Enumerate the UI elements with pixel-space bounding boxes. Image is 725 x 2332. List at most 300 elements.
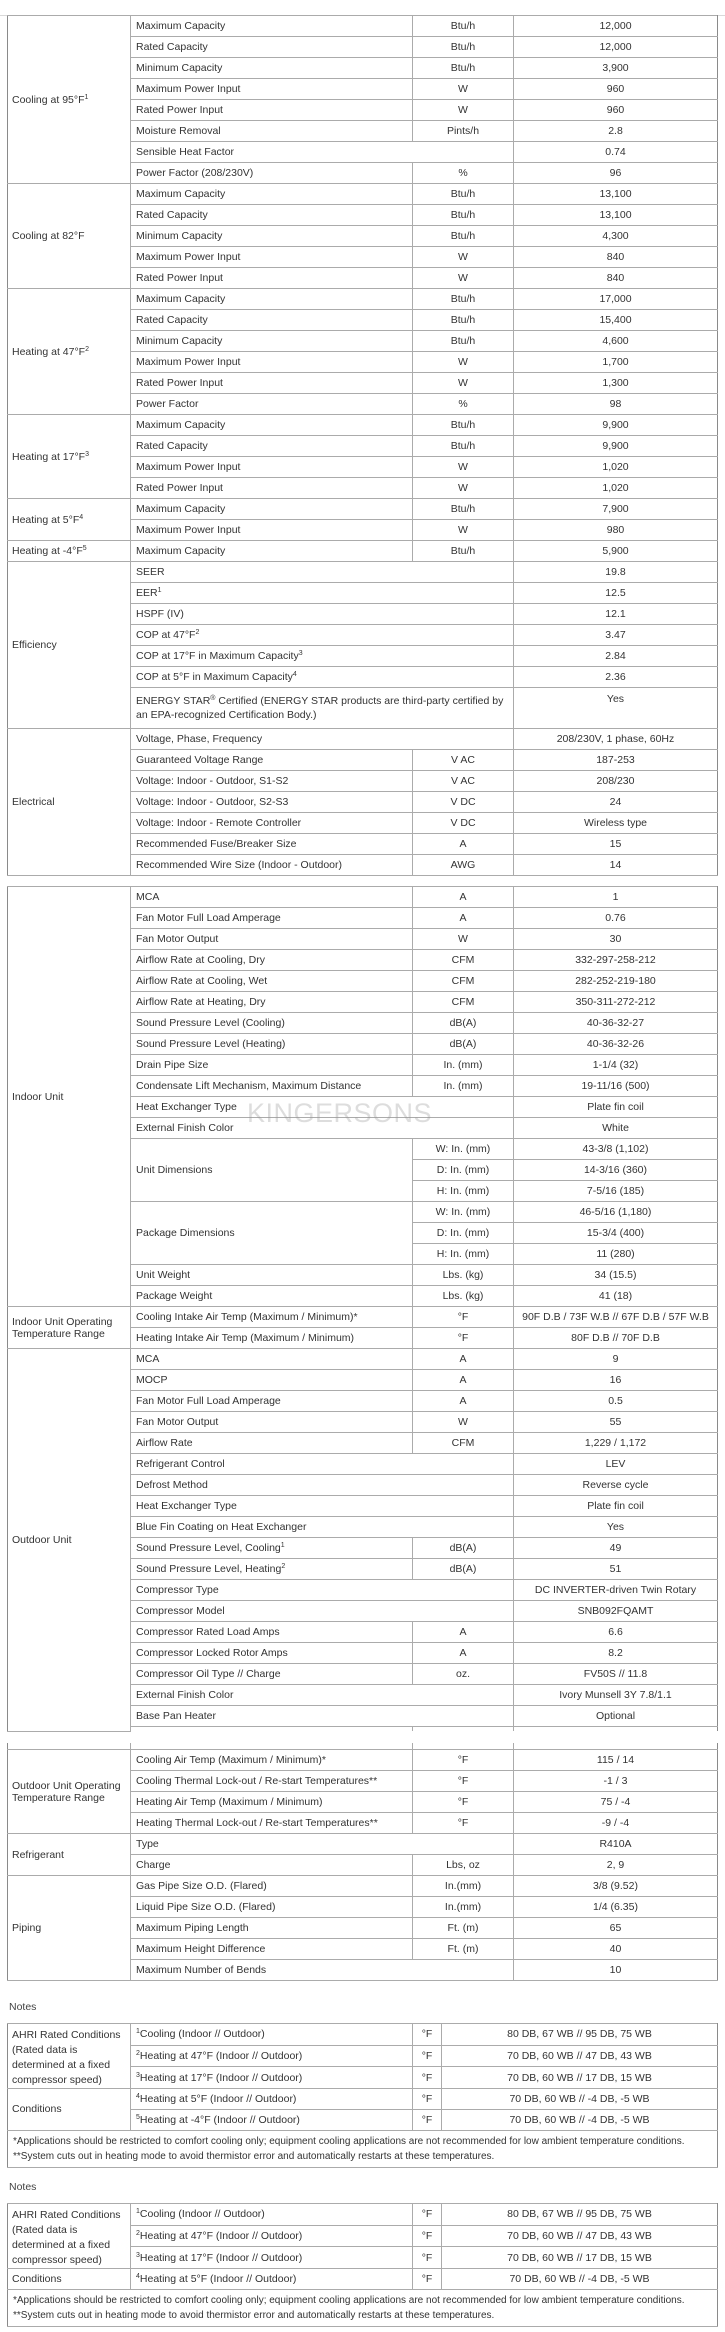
footnote-ref: 5	[82, 545, 87, 552]
spec-unit: V DC	[413, 792, 514, 813]
notes-heading: Notes	[9, 2181, 37, 2193]
spec-value: 2.84	[514, 646, 718, 667]
spec-value: 1,229 / 1,172	[514, 1433, 718, 1454]
spec-param: Fan Motor Full Load Amperage	[131, 1391, 413, 1412]
spec-value: 7,900	[514, 499, 718, 520]
spec-param-text: Sound Pressure Level, Heating	[136, 1563, 282, 1575]
spec-value: 1,300	[514, 373, 718, 394]
spec-unit: A	[413, 1349, 514, 1370]
note-condition-text: Heating at 47°F (Indoor // Outdoor)	[139, 2049, 303, 2062]
spec-param-text: COP at 47°F	[136, 629, 196, 641]
spec-param: Sensible Heat Factor	[131, 142, 514, 163]
spec-unit: In.(mm)	[413, 1897, 514, 1918]
spec-unit: dB(A)	[413, 1013, 514, 1034]
footnote-ref: 1	[136, 2208, 140, 2216]
spec-value: Wireless type	[514, 813, 718, 834]
spec-unit: Btu/h	[413, 16, 514, 37]
note-condition-text: Cooling (Indoor // Outdoor)	[139, 2208, 265, 2221]
spec-unit: Btu/h	[413, 499, 514, 520]
note-unit: °F	[413, 2269, 442, 2290]
spec-param: Heating Thermal Lock-out / Re-start Temperatures**	[131, 1813, 413, 1834]
empty-cell	[413, 1727, 514, 1732]
spec-unit: W: In. (mm)	[413, 1139, 514, 1160]
footnote-ref: 1	[157, 587, 162, 594]
spec-value: 208/230V, 1 phase, 60Hz	[514, 729, 718, 750]
spec-unit: A	[413, 834, 514, 855]
spec-unit: W	[413, 1412, 514, 1433]
spec-value: 98	[514, 394, 718, 415]
spec-param: Minimum Capacity	[131, 58, 413, 79]
spec-value: 15	[514, 834, 718, 855]
spec-unit: W	[413, 79, 514, 100]
note-value: 70 DB, 60 WB // -4 DB, -5 WB	[442, 2110, 718, 2131]
footnote-ref: 4	[136, 2093, 140, 2100]
spec-param: Charge	[131, 1855, 413, 1876]
spec-table-operating-piping	[7, 1743, 718, 1981]
spec-param: Defrost Method	[131, 1475, 514, 1496]
spec-unit: W	[413, 373, 514, 394]
spec-param: Heating Air Temp (Maximum / Minimum)	[131, 1792, 413, 1813]
spec-value: 1	[514, 887, 718, 908]
note-unit: °F	[413, 2045, 442, 2067]
spec-param	[131, 646, 514, 667]
spec-unit: D: In. (mm)	[413, 1160, 514, 1181]
section-label-text: Outdoor Unit Operating Temperature Range	[12, 1779, 121, 1804]
spec-param: Condensate Lift Mechanism, Maximum Distance	[131, 1076, 413, 1097]
section-label-cooling-82f	[8, 184, 131, 289]
spec-row	[8, 499, 718, 520]
spec-param: Maximum Power Input	[131, 79, 413, 100]
note-unit: °F	[413, 2110, 442, 2131]
spec-param: Maximum Capacity	[131, 499, 413, 520]
footnote-ref: 3	[85, 450, 89, 458]
section-label-indoor-temp-range	[8, 1307, 131, 1349]
spec-value: 9,900	[514, 436, 718, 457]
spec-value: 10	[514, 1960, 718, 1981]
section-label-text: Piping	[12, 1922, 42, 1934]
spec-param	[131, 583, 514, 604]
spec-value: 43-3/8 (1,102)	[514, 1139, 718, 1160]
spec-param: Maximum Capacity	[131, 16, 413, 37]
spec-param	[131, 688, 514, 729]
note-value: 80 DB, 67 WB // 95 DB, 75 WB	[442, 2024, 718, 2046]
spec-value: 2, 9	[514, 1855, 718, 1876]
spec-value: 187-253	[514, 750, 718, 771]
spec-value: Plate fin coil	[514, 1097, 718, 1118]
spec-value: DC INVERTER-driven Twin Rotary	[514, 1580, 718, 1601]
spec-value: 34 (15.5)	[514, 1265, 718, 1286]
spec-unit: °F	[413, 1307, 514, 1328]
spec-row	[8, 541, 718, 562]
spec-param: Sound Pressure Level (Heating)	[131, 1034, 413, 1055]
spec-value: 14	[514, 855, 718, 876]
spec-unit: W	[413, 457, 514, 478]
spec-row	[8, 1349, 718, 1370]
spec-param: Moisture Removal	[131, 121, 413, 142]
spec-row	[8, 729, 718, 750]
spec-value: 51	[514, 1559, 718, 1580]
spec-value: 350-311-272-212	[514, 992, 718, 1013]
footnote-ref: 3	[298, 650, 303, 657]
spec-value: 15,400	[514, 310, 718, 331]
spec-param: Rated Capacity	[131, 436, 413, 457]
spec-value: FV50S // 11.8	[514, 1664, 718, 1685]
note-row	[8, 2089, 718, 2110]
section-label-heating-minus4f	[8, 541, 131, 562]
section-label-text: Cooling at 95°F	[12, 93, 85, 106]
footnote-ref: 2	[195, 629, 200, 636]
spec-value: SNB092FQAMT	[514, 1601, 718, 1622]
spec-param: Compressor Oil Type // Charge	[131, 1664, 413, 1685]
section-label-text: Electrical	[12, 796, 55, 808]
spec-param: External Finish Color	[131, 1685, 514, 1706]
note-value: 70 DB, 60 WB // -4 DB, -5 WB	[442, 2089, 718, 2110]
notes-table	[7, 2023, 718, 2168]
spec-param: External Finish Color	[131, 1118, 514, 1139]
footnote-comfort-cooling: *Applications should be restricted to comfort cooling only; equipment cooling applications are not recommended for low ambient temperature conditions.	[13, 2136, 685, 2147]
spec-param: MCA	[131, 1349, 413, 1370]
spec-unit: Btu/h	[413, 310, 514, 331]
spec-unit: dB(A)	[413, 1559, 514, 1580]
spec-unit: CFM	[413, 1433, 514, 1454]
spec-param: Compressor Locked Rotor Amps	[131, 1643, 413, 1664]
note-condition	[131, 2110, 413, 2131]
notes-heading: Notes	[9, 2001, 37, 2013]
spec-value: White	[514, 1118, 718, 1139]
spec-row	[8, 16, 718, 37]
spec-row	[8, 1307, 718, 1328]
note-condition-text: Heating at 17°F (Indoor // Outdoor)	[139, 2071, 303, 2084]
note-condition-text: Cooling (Indoor // Outdoor)	[139, 2028, 265, 2041]
footnote-ref: 1	[280, 1542, 285, 1549]
spec-param: Sound Pressure Level (Cooling)	[131, 1013, 413, 1034]
spec-value: -1 / 3	[514, 1771, 718, 1792]
spec-param: Rated Power Input	[131, 373, 413, 394]
spec-param: Cooling Intake Air Temp (Maximum / Minimum)*	[131, 1307, 413, 1328]
spec-param: Voltage: Indoor - Remote Controller	[131, 813, 413, 834]
spec-value: Yes	[514, 688, 718, 729]
spec-param-package-dimensions: Package Dimensions	[131, 1202, 413, 1265]
spec-unit: Btu/h	[413, 331, 514, 352]
spec-unit: In. (mm)	[413, 1076, 514, 1097]
spec-param: Heating Intake Air Temp (Maximum / Minimum)	[131, 1328, 413, 1349]
spec-param-text: COP at 5°F in Maximum Capacity	[136, 671, 293, 683]
spec-value: 0.76	[514, 908, 718, 929]
spec-table-units	[7, 886, 718, 1732]
spec-unit: In.(mm)	[413, 1876, 514, 1897]
spec-value: 6.6	[514, 1622, 718, 1643]
footnote-ref: 2	[85, 345, 89, 353]
note-value: 70 DB, 60 WB // -4 DB, -5 WB	[442, 2269, 718, 2290]
spec-value: 1-1/4 (32)	[514, 1055, 718, 1076]
section-label-text: Heating at 17°F	[12, 450, 86, 463]
footnote-ref: 1	[84, 93, 89, 101]
spec-unit: Btu/h	[413, 541, 514, 562]
empty-cell	[131, 1727, 413, 1732]
spec-unit: °F	[413, 1328, 514, 1349]
spec-value: 19-11/16 (500)	[514, 1076, 718, 1097]
section-label-text: Efficiency	[12, 639, 57, 651]
spec-unit: A	[413, 1391, 514, 1412]
spec-param: Rated Power Input	[131, 478, 413, 499]
footnote-ref: 2	[281, 1563, 286, 1570]
spec-value: 11 (280)	[514, 1244, 718, 1265]
conditions-label: Conditions	[8, 2089, 131, 2131]
spec-unit: Btu/h	[413, 37, 514, 58]
spec-unit: V DC	[413, 813, 514, 834]
spec-param-unit-dimensions: Unit Dimensions	[131, 1139, 413, 1202]
spec-unit: Pints/h	[413, 121, 514, 142]
note-condition	[131, 2067, 413, 2089]
spec-unit: °F	[413, 1813, 514, 1834]
spec-param: Cooling Air Temp (Maximum / Minimum)*	[131, 1750, 413, 1771]
spec-param: MOCP	[131, 1370, 413, 1391]
spec-unit: CFM	[413, 950, 514, 971]
section-label-text: Heating at -4°F	[12, 545, 83, 557]
section-label-heating-17f	[8, 415, 131, 499]
spec-value: 840	[514, 268, 718, 289]
spec-value: 40	[514, 1939, 718, 1960]
spec-unit: W: In. (mm)	[413, 1202, 514, 1223]
spec-row	[8, 887, 718, 908]
spec-value: 3/8 (9.52)	[514, 1876, 718, 1897]
spec-param: Unit Weight	[131, 1265, 413, 1286]
spec-value: 840	[514, 247, 718, 268]
spec-value: 0.74	[514, 142, 718, 163]
spec-param: Rated Capacity	[131, 205, 413, 226]
spec-param: Maximum Capacity	[131, 541, 413, 562]
spec-param: Drain Pipe Size	[131, 1055, 413, 1076]
spec-unit: W	[413, 478, 514, 499]
footnote-comfort-cooling: *Applications should be restricted to comfort cooling only; equipment cooling applications are not recommended for low ambient temperature conditions.	[13, 2295, 685, 2306]
spec-value: 55	[514, 1412, 718, 1433]
spec-param: Fan Motor Output	[131, 1412, 413, 1433]
spec-row	[8, 562, 718, 583]
section-label-indoor-unit	[8, 887, 131, 1307]
section-label-text: Indoor Unit Operating Temperature Range	[12, 1315, 113, 1340]
spec-param: Recommended Wire Size (Indoor - Outdoor)	[131, 855, 413, 876]
spec-value: 9	[514, 1349, 718, 1370]
spec-value: 5,900	[514, 541, 718, 562]
spec-row	[8, 289, 718, 310]
spec-value: Optional	[514, 1706, 718, 1727]
spec-unit: W	[413, 520, 514, 541]
spec-row	[8, 184, 718, 205]
spec-value: 46-5/16 (1,180)	[514, 1202, 718, 1223]
spec-param: Maximum Power Input	[131, 520, 413, 541]
spec-param: SEER	[131, 562, 514, 583]
spec-value: 13,100	[514, 184, 718, 205]
section-label-refrigerant	[8, 1834, 131, 1876]
spec-unit: dB(A)	[413, 1538, 514, 1559]
spec-unit: dB(A)	[413, 1034, 514, 1055]
spec-value: 1,700	[514, 352, 718, 373]
spec-param: HSPF (IV)	[131, 604, 514, 625]
spec-row	[8, 415, 718, 436]
spec-param-text: Sound Pressure Level, Cooling	[136, 1542, 281, 1554]
spec-param: Compressor Rated Load Amps	[131, 1622, 413, 1643]
note-condition	[131, 2045, 413, 2067]
footnote-thermistor: **System cuts out in heating mode to avoid thermistor error and automatically restarts at these temperatures.	[13, 2310, 495, 2321]
note-unit: °F	[413, 2024, 442, 2046]
spec-value: 40-36-32-27	[514, 1013, 718, 1034]
spec-param: Voltage: Indoor - Outdoor, S1-S2	[131, 771, 413, 792]
watermark-text: KINGERSONS	[247, 1098, 433, 1128]
spec-value: -9 / -4	[514, 1813, 718, 1834]
spec-value: 19.8	[514, 562, 718, 583]
footnote-ref: 1	[136, 2028, 140, 2036]
spec-value: 960	[514, 79, 718, 100]
spec-param: Voltage, Phase, Frequency	[131, 729, 514, 750]
section-label-text: Indoor Unit	[12, 1090, 64, 1103]
section-label-piping	[8, 1876, 131, 1981]
spec-param: Airflow Rate at Heating, Dry	[131, 992, 413, 1013]
spec-value: Reverse cycle	[514, 1475, 718, 1496]
spec-param-text: EER	[136, 587, 158, 599]
spec-value: 65	[514, 1918, 718, 1939]
spec-param: Maximum Power Input	[131, 352, 413, 373]
section-label-text: Cooling at 82°F	[12, 230, 85, 242]
spec-value: 980	[514, 520, 718, 541]
spec-param: Maximum Capacity	[131, 415, 413, 436]
spec-value: 1,020	[514, 457, 718, 478]
spec-unit: W	[413, 247, 514, 268]
spec-param: Package Weight	[131, 1286, 413, 1307]
spec-value: 90F D.B / 73F W.B // 67F D.B / 57F W.B	[514, 1307, 718, 1328]
spec-unit: %	[413, 394, 514, 415]
footnote-ref: 2	[136, 2229, 140, 2237]
spec-value: 14-3/16 (360)	[514, 1160, 718, 1181]
spec-unit: Lbs. (kg)	[413, 1265, 514, 1286]
spec-value: 12.1	[514, 604, 718, 625]
spec-value: 3,900	[514, 58, 718, 79]
spec-param-text: ENERGY STAR	[136, 695, 211, 707]
note-condition	[131, 2204, 413, 2226]
footnotes-row	[8, 2290, 718, 2327]
section-label-heating-47f	[8, 289, 131, 415]
note-condition-text: Heating at 17°F (Indoor // Outdoor)	[139, 2251, 303, 2264]
spec-param: Rated Power Input	[131, 268, 413, 289]
conditions-label: Conditions	[8, 2269, 131, 2290]
spec-unit: A	[413, 1643, 514, 1664]
spec-unit: A	[413, 1370, 514, 1391]
spec-unit: V AC	[413, 750, 514, 771]
spec-param: Guaranteed Voltage Range	[131, 750, 413, 771]
spec-value: LEV	[514, 1454, 718, 1475]
spec-param: Voltage: Indoor - Outdoor, S2-S3	[131, 792, 413, 813]
spec-param: Airflow Rate at Cooling, Wet	[131, 971, 413, 992]
spec-value: 24	[514, 792, 718, 813]
spec-value: 2.36	[514, 667, 718, 688]
spec-value: 12,000	[514, 37, 718, 58]
spec-value: 41 (18)	[514, 1286, 718, 1307]
note-value: 70 DB, 60 WB // 47 DB, 43 WB	[442, 2045, 718, 2067]
spec-value: 9,900	[514, 415, 718, 436]
spec-value: 30	[514, 929, 718, 950]
section-label-electrical	[8, 729, 131, 876]
registered-mark: ®	[210, 695, 216, 702]
notes-table	[7, 2203, 718, 2327]
spec-value: 3.47	[514, 625, 718, 646]
spec-unit: Btu/h	[413, 205, 514, 226]
ahri-rated-conditions-label: AHRI Rated Conditions (Rated data is determined at a fixed compressor speed)	[8, 2204, 131, 2269]
spec-unit: Btu/h	[413, 436, 514, 457]
spec-unit: oz.	[413, 1664, 514, 1685]
spec-unit: Btu/h	[413, 289, 514, 310]
spec-param: Power Factor	[131, 394, 413, 415]
section-label-text: Outdoor Unit	[12, 1533, 72, 1546]
footnotes	[8, 2290, 718, 2327]
section-label-text: Heating at 5°F	[12, 513, 80, 526]
spec-param: Airflow Rate at Cooling, Dry	[131, 950, 413, 971]
spec-param: Maximum Piping Length	[131, 1918, 413, 1939]
spec-row	[8, 1834, 718, 1855]
spec-table-performance	[7, 15, 718, 876]
spec-param: Liquid Pipe Size O.D. (Flared)	[131, 1897, 413, 1918]
footnote-thermistor: **System cuts out in heating mode to avoid thermistor error and automatically restarts at these temperatures.	[13, 2151, 495, 2162]
spec-unit: In. (mm)	[413, 1055, 514, 1076]
footnote-ref: 3	[136, 2071, 140, 2079]
spec-param: Maximum Capacity	[131, 289, 413, 310]
spec-value: R410A	[514, 1834, 718, 1855]
spec-param: Refrigerant Control	[131, 1454, 514, 1475]
spec-unit: A	[413, 1622, 514, 1643]
spec-value: Yes	[514, 1517, 718, 1538]
ahri-rated-conditions-label: AHRI Rated Conditions (Rated data is determined at a fixed compressor speed)	[8, 2024, 131, 2089]
section-label-outdoor-temp-range	[8, 1750, 131, 1834]
spec-unit: W	[413, 929, 514, 950]
footnote-ref: 5	[136, 2114, 140, 2121]
spec-param: Maximum Power Input	[131, 457, 413, 478]
spec-value: 960	[514, 100, 718, 121]
spec-unit: W	[413, 352, 514, 373]
spec-value: 12.5	[514, 583, 718, 604]
spec-param: Maximum Power Input	[131, 247, 413, 268]
note-row	[8, 2269, 718, 2290]
spec-unit: %	[413, 163, 514, 184]
spec-param: Maximum Capacity	[131, 184, 413, 205]
spec-unit: A	[413, 908, 514, 929]
spec-value: Ivory Munsell 3Y 7.8/1.1	[514, 1685, 718, 1706]
spec-value: 8.2	[514, 1643, 718, 1664]
spec-value: 1/4 (6.35)	[514, 1897, 718, 1918]
note-condition-text: Heating at -4°F (Indoor // Outdoor)	[139, 2114, 300, 2126]
spec-value: 12,000	[514, 16, 718, 37]
spec-param	[131, 667, 514, 688]
spec-param	[131, 625, 514, 646]
spec-unit: Btu/h	[413, 184, 514, 205]
spec-param: Rated Capacity	[131, 310, 413, 331]
note-value: 80 DB, 67 WB // 95 DB, 75 WB	[442, 2204, 718, 2226]
spec-value: 7-5/16 (185)	[514, 1181, 718, 1202]
footnote-ref: 3	[136, 2251, 140, 2259]
spec-value: 0.5	[514, 1391, 718, 1412]
spec-value: Plate fin coil	[514, 1496, 718, 1517]
spec-param: Minimum Capacity	[131, 331, 413, 352]
spec-unit: Lbs, oz	[413, 1855, 514, 1876]
spec-param: Gas Pipe Size O.D. (Flared)	[131, 1876, 413, 1897]
spec-value: 115 / 14	[514, 1750, 718, 1771]
spec-value: 75 / -4	[514, 1792, 718, 1813]
spec-param: Power Factor (208/230V)	[131, 163, 413, 184]
note-condition	[131, 2089, 413, 2110]
section-label-text: Heating at 47°F	[12, 345, 86, 358]
spec-unit: W	[413, 100, 514, 121]
note-unit: °F	[413, 2089, 442, 2110]
note-condition	[131, 2269, 413, 2290]
spec-unit: V AC	[413, 771, 514, 792]
spec-unit: °F	[413, 1750, 514, 1771]
